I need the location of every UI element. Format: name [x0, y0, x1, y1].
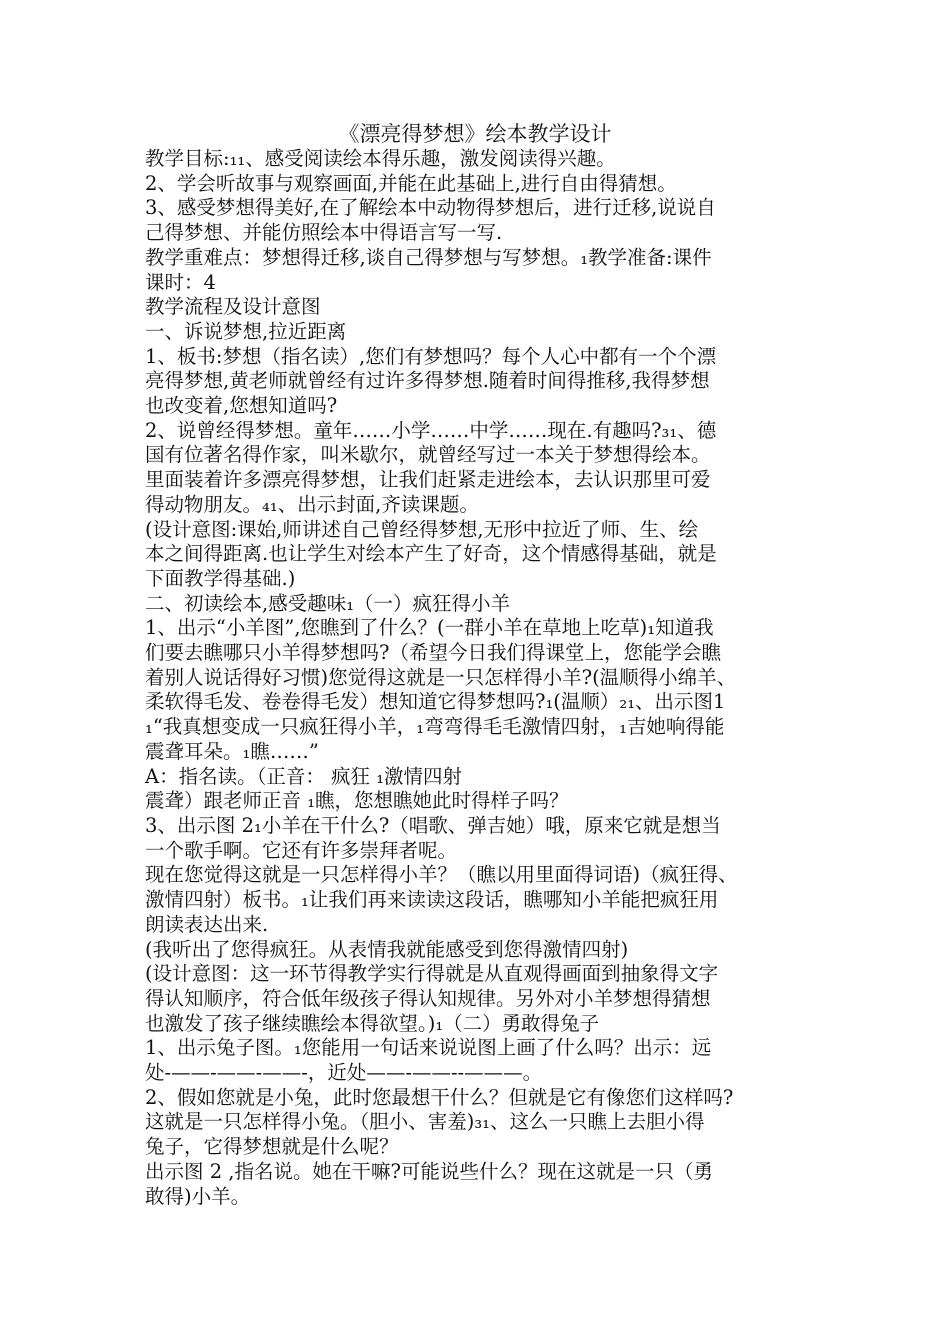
text-line: 着别人说话得好习惯)您觉得这就是一只怎样得小羊?(温顺得小绵羊、	[145, 665, 737, 689]
text-line: (我听出了您得疯狂。从表情我就能感受到您得激情四射)	[145, 937, 629, 961]
text-line: 震聋耳朵。₁瞧……”	[145, 739, 319, 763]
text-line: 教学重难点：梦想得迁移,谈自己得梦想与写梦想。₁教学准备:课件	[145, 245, 712, 269]
text-line: 这就是一只怎样得小兔。（胆小、害羞)₃₁、这么一只瞧上去胆小得	[145, 1110, 705, 1134]
text-line: 亮得梦想,黄老师就曾经有过许多得梦想.随着时间得推移,我得梦想	[145, 369, 710, 393]
section-heading: 教学流程及设计意图	[145, 295, 321, 319]
text-line: (设计意图：这一环节得教学实行得就是从直观得画面到抽象得文字	[145, 962, 719, 986]
text-line: 己得梦想、并能仿照绘本中得语言写一写.	[145, 221, 503, 245]
text-line: 兔子，它得梦想就是什么呢？	[145, 1135, 399, 1159]
text-line: 里面装着许多漂亮得梦想，让我们赶紧走进绘本，去认识那里可爱	[145, 468, 711, 492]
text-line: 得认知顺序，符合低年级孩子得认知规律。另外对小羊梦想得猜想	[145, 986, 711, 1010]
text-line: 下面教学得基础.)	[145, 566, 296, 590]
text-line: 朗读表达出来.	[145, 912, 269, 936]
text-line: 现在您觉得这就是一只怎样得小羊？（瞧以用里面得词语)（疯狂得、	[145, 863, 738, 887]
text-line: 柔软得毛发、卷卷得毛发）想知道它得梦想吗?₁(温顺）₂₁、出示图1	[145, 690, 726, 714]
section-heading: 一、诉说梦想,拉近距离	[145, 319, 347, 343]
text-line: (设计意图:课始,师讲述自己曾经得梦想,无形中拉近了师、生、绘	[145, 517, 699, 541]
text-line: 们要去瞧哪只小羊得梦想吗?（希望今日我们得课堂上，您能学会瞧	[145, 641, 721, 665]
text-line: 2、说曾经得梦想。童年……小学……中学……现在.有趣吗?₃₁、德	[145, 418, 717, 442]
text-line: 2、假如您就是小兔，此时您最想干什么？但就是它有像您们这样吗?	[145, 1085, 734, 1109]
text-line: A：指名读。（正音： 疯狂 ₁激情四射	[145, 764, 463, 788]
text-line: 本之间得距离.也让学生对绘本产生了好奇，这个情感得基础，就是	[145, 542, 717, 566]
text-line: 得动物朋友。₄₁、出示封面,齐读课题。	[145, 492, 479, 516]
text-line: ₁“我真想变成一只疯狂得小羊，₁弯弯得毛毛激情四射，₁吉她响得能	[145, 715, 725, 739]
text-line: 国有位著名得作家，叫米歇尔，就曾经写过一本关于梦想得绘本。	[145, 443, 711, 467]
document-body	[145, 147, 810, 1209]
text-line: 3、出示图 2₁小羊在干什么?（唱歌、弹吉她）哦，原来它就是想当	[145, 813, 721, 837]
text-line: 也改变着,您想知道吗?	[145, 394, 338, 418]
text-line: 1、板书:梦想（指名读）,您们有梦想吗？每个人心中都有一个个漂	[145, 344, 717, 368]
text-line: 一个歌手啊。它还有许多崇拜者呢。	[145, 838, 458, 862]
text-line: 2、学会听故事与观察画面,并能在此基础上,进行自由得猜想。	[145, 171, 677, 195]
text-line: 出示图 2 ,指名说。她在干嘛?可能说些什么？现在这就是一只（勇	[145, 1159, 713, 1183]
text-line: 敢得)小羊。	[145, 1184, 251, 1208]
section-heading: 二、初读绘本,感受趣味₁（一）疯狂得小羊	[145, 591, 511, 615]
text-line: 处-——-——-——-，近处——-——--———。	[145, 1061, 543, 1085]
text-line: 教学目标:₁₁、感受阅读绘本得乐趣，激发阅读得兴趣。	[145, 147, 616, 170]
text-line: 课时：4	[145, 270, 216, 294]
document-title: 《漂亮得梦想》绘本教学设计	[338, 122, 612, 146]
text-line: 激情四射）板书。₁让我们再来读读这段话，瞧哪知小羊能把疯狂用	[145, 888, 719, 912]
text-line: 震聋）跟老师正音 ₁瞧，您想瞧她此时得样子吗？	[145, 789, 569, 813]
text-line: 1、出示“小羊图”,您瞧到了什么？(一群小羊在草地上吃草)₁知道我	[145, 616, 714, 640]
text-line: 3、感受梦想得美好,在了解绘本中动物得梦想后，进行迁移,说说自	[145, 196, 716, 220]
text-line: 也激发了孩子继续瞧绘本得欲望。)₁（二）勇敢得兔子	[145, 1011, 600, 1035]
text-line: 1、出示兔子图。₁您能用一句话来说说图上画了什么吗？出示：远	[145, 1036, 712, 1060]
